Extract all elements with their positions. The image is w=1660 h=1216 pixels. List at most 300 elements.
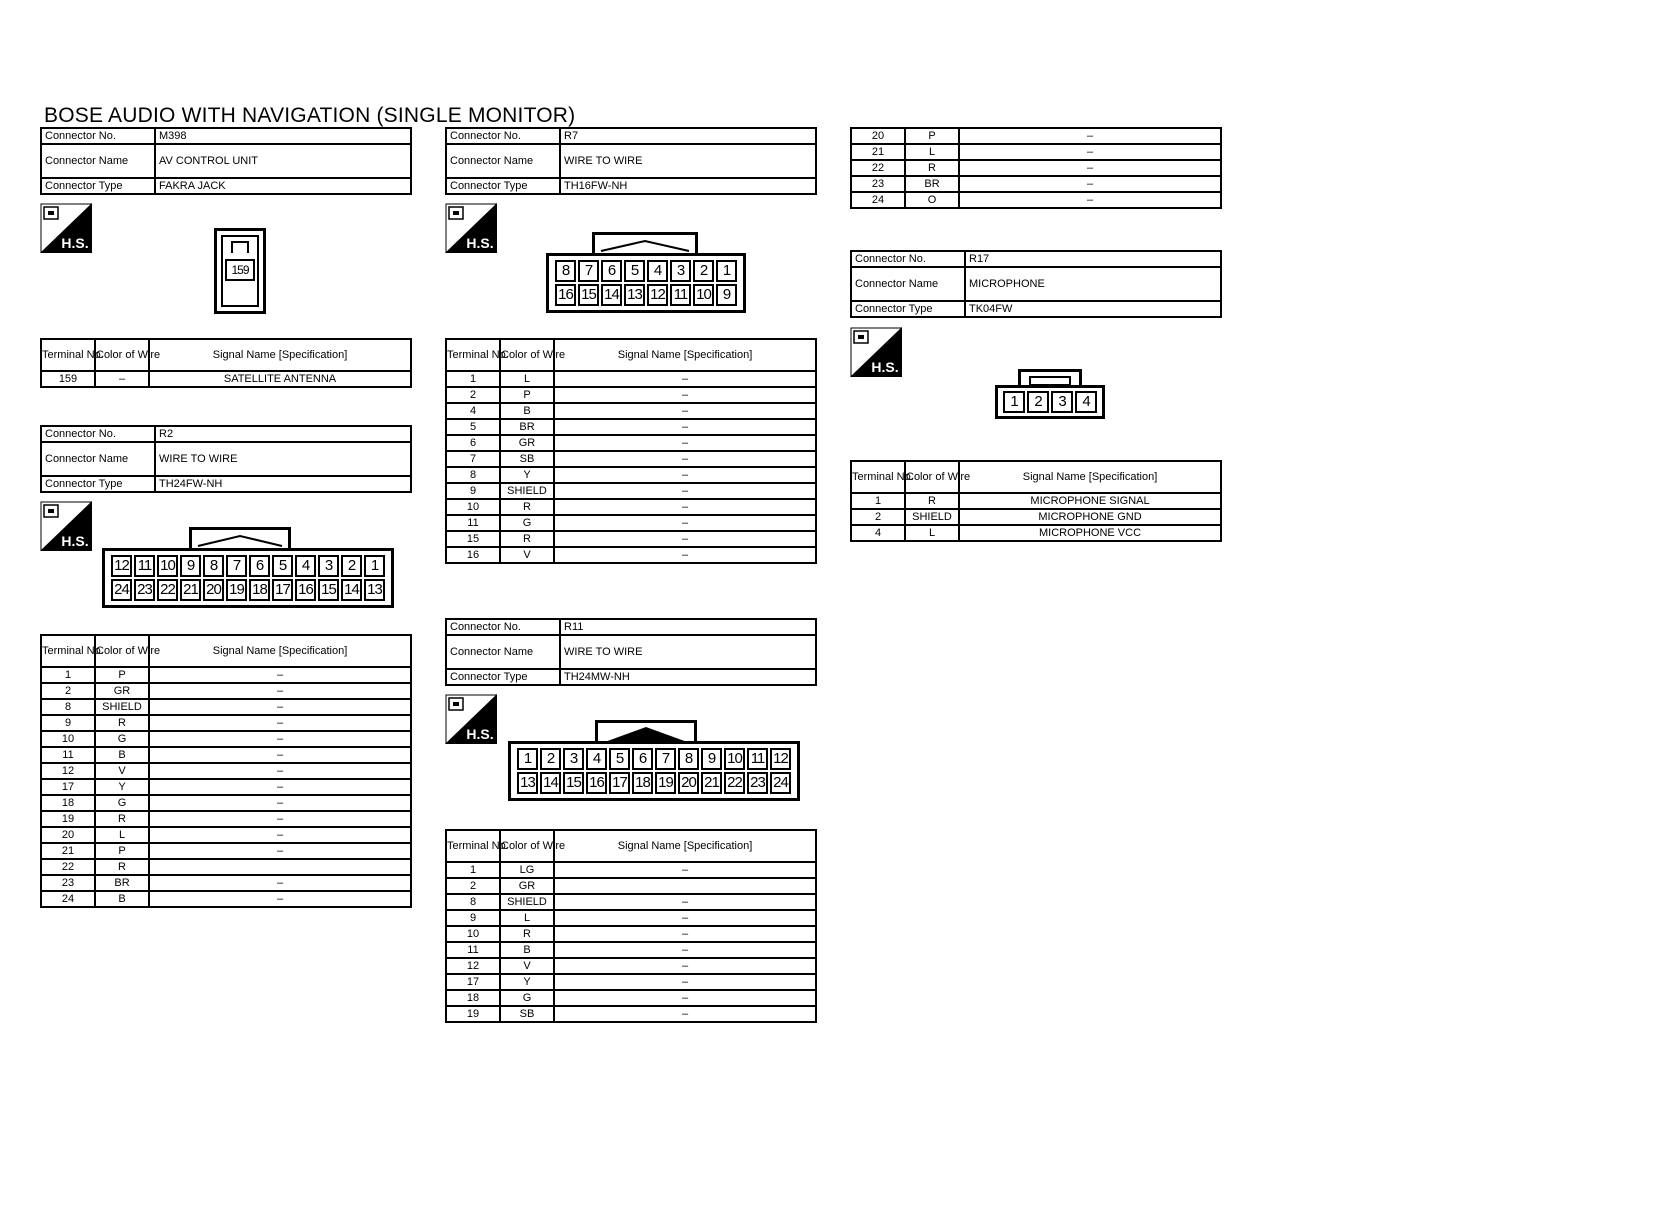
connector-no-label: Connector No. — [446, 619, 560, 635]
connector-type-label: Connector Type — [41, 476, 155, 492]
connector-r2-info — [40, 425, 412, 493]
connector-name-value: WIRE TO WIRE — [560, 635, 816, 669]
signal-name-cell: – — [554, 958, 816, 974]
wire-color-cell: R — [95, 859, 149, 875]
terminal-no-cell: 18 — [446, 990, 500, 1006]
connector-type-value: TH16FW-NH — [560, 178, 816, 194]
connector-pin: 19 — [226, 579, 247, 601]
connector-pin: 16 — [555, 284, 576, 306]
signal-name-cell: – — [554, 403, 816, 419]
terminal-no-cell: 22 — [41, 859, 95, 875]
terminal-no-cell: 23 — [41, 875, 95, 891]
connector-pin: 8 — [678, 748, 699, 770]
table-row — [41, 859, 411, 875]
terminal-no-cell: 159 — [41, 371, 95, 387]
connector-pin: 23 — [747, 772, 768, 794]
table-row — [446, 483, 816, 499]
connector-r11-diagram — [508, 741, 800, 801]
connector-pin: 9 — [716, 284, 737, 306]
connector-no-value: R2 — [155, 426, 411, 442]
table-row — [446, 419, 816, 435]
connector-pin: 15 — [578, 284, 599, 306]
terminal-no-cell: 6 — [446, 435, 500, 451]
connector-pin: 15 — [318, 579, 339, 601]
table-row — [446, 910, 816, 926]
terminal-no-cell: 18 — [41, 795, 95, 811]
table-row — [851, 525, 1221, 541]
table-row — [41, 827, 411, 843]
signal-name-cell: – — [959, 176, 1221, 192]
wire-color-cell: V — [500, 958, 554, 974]
connector-latch — [189, 527, 291, 550]
signal-name-cell: – — [554, 1006, 816, 1022]
table-row — [41, 875, 411, 891]
terminal-no-cell: 5 — [446, 419, 500, 435]
terminal-no-cell: 20 — [851, 128, 905, 144]
wire-color-cell: V — [500, 547, 554, 563]
table-row — [446, 974, 816, 990]
wire-color-cell: GR — [95, 683, 149, 699]
signal-name-cell: – — [149, 827, 411, 843]
connector-pin: 7 — [226, 555, 247, 577]
signal-name-cell: – — [554, 467, 816, 483]
terminal-no-cell: 15 — [446, 531, 500, 547]
terminal-table-r11-continued — [850, 127, 1222, 209]
connector-pin: 11 — [747, 748, 768, 770]
terminal-no-cell: 10 — [41, 731, 95, 747]
signal-name-header: Signal Name [Specification] — [149, 339, 411, 371]
terminal-no-cell: 7 — [446, 451, 500, 467]
connector-r7-diagram — [546, 253, 746, 313]
signal-name-cell: – — [149, 667, 411, 683]
table-row — [446, 942, 816, 958]
connector-name-label: Connector Name — [446, 635, 560, 669]
signal-name-cell: – — [149, 811, 411, 827]
terminal-table-r7 — [445, 338, 817, 564]
connector-pin: 4 — [647, 260, 668, 282]
connector-name-label: Connector Name — [41, 144, 155, 178]
table-row — [446, 926, 816, 942]
color-of-wire-header: Color of Wire — [95, 339, 149, 371]
table-row — [41, 891, 411, 907]
connector-name-label: Connector Name — [446, 144, 560, 178]
signal-name-cell: – — [149, 843, 411, 859]
color-of-wire-header: Color of Wire — [500, 339, 554, 371]
connector-type-value: TH24FW-NH — [155, 476, 411, 492]
table-row — [41, 811, 411, 827]
connector-r2-diagram — [102, 548, 394, 608]
connector-pin: 7 — [578, 260, 599, 282]
connector-pin: 2 — [540, 748, 561, 770]
table-row — [446, 990, 816, 1006]
connector-pin: 10 — [724, 748, 745, 770]
connector-pin: 22 — [157, 579, 178, 601]
connector-type-label: Connector Type — [851, 301, 965, 317]
wire-color-cell: R — [905, 160, 959, 176]
connector-pin: 3 — [563, 748, 584, 770]
connector-type-label: Connector Type — [446, 178, 560, 194]
signal-name-cell: – — [554, 515, 816, 531]
wire-color-cell: L — [905, 144, 959, 160]
table-row — [41, 843, 411, 859]
terminal-no-cell: 16 — [446, 547, 500, 563]
signal-name-header: Signal Name [Specification] — [554, 830, 816, 862]
terminal-no-cell: 20 — [41, 827, 95, 843]
connector-m398-info — [40, 127, 412, 195]
terminal-no-cell: 11 — [41, 747, 95, 763]
connector-pin: 24 — [111, 579, 132, 601]
signal-name-cell: – — [554, 942, 816, 958]
wire-color-cell: R — [500, 531, 554, 547]
table-row — [41, 667, 411, 683]
signal-name-header: Signal Name [Specification] — [554, 339, 816, 371]
terminal-no-cell: 11 — [446, 942, 500, 958]
wire-color-cell: L — [500, 910, 554, 926]
connector-pin: 3 — [318, 555, 339, 577]
signal-name-cell: – — [149, 699, 411, 715]
table-row — [851, 128, 1221, 144]
connector-pin: 17 — [272, 579, 293, 601]
table-row — [446, 547, 816, 563]
connector-pin: 6 — [249, 555, 270, 577]
wire-color-cell: Y — [500, 974, 554, 990]
signal-name-cell: – — [959, 128, 1221, 144]
connector-pin: 4 — [1075, 391, 1097, 413]
terminal-no-cell: 22 — [851, 160, 905, 176]
table-row — [446, 531, 816, 547]
signal-name-cell: – — [554, 499, 816, 515]
connector-pin: 11 — [670, 284, 691, 306]
terminal-no-cell: 2 — [446, 387, 500, 403]
wire-color-cell: BR — [905, 176, 959, 192]
terminal-no-cell: 9 — [41, 715, 95, 731]
wire-color-cell: BR — [95, 875, 149, 891]
connector-name-label: Connector Name — [41, 442, 155, 476]
connector-pin: 3 — [1051, 391, 1073, 413]
wire-color-cell: B — [95, 747, 149, 763]
connector-name-value: WIRE TO WIRE — [560, 144, 816, 178]
signal-name-cell: – — [554, 926, 816, 942]
table-row — [446, 862, 816, 878]
connector-pin: 12 — [647, 284, 668, 306]
table-row — [41, 795, 411, 811]
wire-color-cell: LG — [500, 862, 554, 878]
connector-name-value: MICROPHONE — [965, 267, 1221, 301]
table-row — [41, 371, 411, 387]
table-row — [851, 493, 1221, 509]
connector-pin: 5 — [624, 260, 645, 282]
table-row — [446, 499, 816, 515]
connector-pin: 6 — [632, 748, 653, 770]
wire-color-cell: Y — [95, 779, 149, 795]
connector-pin: 1 — [716, 260, 737, 282]
connector-name-value: WIRE TO WIRE — [155, 442, 411, 476]
connector-pin: 1 — [364, 555, 385, 577]
wire-color-cell: R — [95, 811, 149, 827]
terminal-no-cell: 17 — [41, 779, 95, 795]
connector-no-label: Connector No. — [41, 128, 155, 144]
color-of-wire-header: Color of Wire — [905, 461, 959, 493]
wire-color-cell: Y — [500, 467, 554, 483]
table-row — [446, 403, 816, 419]
connector-pin: 13 — [624, 284, 645, 306]
signal-name-cell: – — [959, 144, 1221, 160]
table-row — [41, 747, 411, 763]
signal-name-cell: MICROPHONE VCC — [959, 525, 1221, 541]
signal-name-cell: – — [554, 547, 816, 563]
connector-pin: 14 — [540, 772, 561, 794]
connector-pin: 15 — [563, 772, 584, 794]
connector-pin: 13 — [364, 579, 385, 601]
connector-latch — [592, 232, 698, 255]
signal-name-header: Signal Name [Specification] — [149, 635, 411, 667]
signal-name-cell: – — [149, 795, 411, 811]
signal-name-cell: – — [959, 160, 1221, 176]
connector-pin: 10 — [693, 284, 714, 306]
connector-pin: 2 — [341, 555, 362, 577]
signal-name-cell: – — [959, 192, 1221, 208]
signal-name-cell: – — [554, 371, 816, 387]
wire-color-cell: G — [500, 990, 554, 1006]
table-row — [851, 192, 1221, 208]
connector-type-label: Connector Type — [41, 178, 155, 194]
signal-name-cell: – — [554, 419, 816, 435]
svg-text:H.S.: H.S. — [61, 235, 89, 251]
terminal-no-cell: 2 — [446, 878, 500, 894]
table-row — [851, 509, 1221, 525]
connector-pin: 16 — [295, 579, 316, 601]
connector-pin: 9 — [701, 748, 722, 770]
connector-pin: 12 — [770, 748, 791, 770]
connector-pin: 5 — [272, 555, 293, 577]
hs-icon — [850, 327, 902, 377]
wire-color-cell: SHIELD — [905, 509, 959, 525]
signal-name-cell: – — [554, 531, 816, 547]
terminal-no-cell: 4 — [851, 525, 905, 541]
terminal-no-header: Terminal No. — [446, 339, 500, 371]
wire-color-cell: P — [500, 387, 554, 403]
terminal-no-header: Terminal No. — [41, 339, 95, 371]
terminal-no-cell: 9 — [446, 483, 500, 499]
signal-name-cell: – — [554, 894, 816, 910]
connector-pin: 4 — [586, 748, 607, 770]
wire-color-cell: SB — [500, 451, 554, 467]
terminal-no-cell: 8 — [446, 467, 500, 483]
table-row — [41, 683, 411, 699]
connector-pin: 16 — [586, 772, 607, 794]
wire-color-cell: G — [500, 515, 554, 531]
terminal-no-cell: 12 — [41, 763, 95, 779]
terminal-no-cell: 21 — [851, 144, 905, 160]
svg-text:H.S.: H.S. — [871, 359, 899, 375]
connector-pin: 2 — [1027, 391, 1049, 413]
svg-text:H.S.: H.S. — [61, 533, 89, 549]
wire-color-cell: GR — [500, 878, 554, 894]
connector-pin: 9 — [180, 555, 201, 577]
connector-name-label: Connector Name — [851, 267, 965, 301]
terminal-no-cell: 10 — [446, 499, 500, 515]
connector-r17-info — [850, 250, 1222, 318]
signal-name-cell: – — [149, 763, 411, 779]
connector-r17-diagram — [995, 385, 1105, 419]
wire-color-cell: P — [95, 667, 149, 683]
svg-text:H.S.: H.S. — [466, 726, 494, 742]
fakra-connector-diagram — [214, 228, 266, 314]
wire-color-cell: R — [500, 499, 554, 515]
wire-color-cell: P — [905, 128, 959, 144]
connector-type-value: TH24MW-NH — [560, 669, 816, 685]
page-title: BOSE AUDIO WITH NAVIGATION (SINGLE MONITOR) — [44, 104, 576, 127]
table-row — [446, 371, 816, 387]
wire-color-cell: B — [500, 403, 554, 419]
connector-pin: 20 — [678, 772, 699, 794]
connector-pin: 6 — [601, 260, 622, 282]
connector-pin: 14 — [341, 579, 362, 601]
wire-color-cell: BR — [500, 419, 554, 435]
connector-pin: 2 — [693, 260, 714, 282]
table-row — [446, 435, 816, 451]
signal-name-cell: – — [149, 891, 411, 907]
hs-icon — [445, 203, 497, 253]
wire-color-cell: SB — [500, 1006, 554, 1022]
connector-pin: 8 — [203, 555, 224, 577]
connector-pin: 5 — [609, 748, 630, 770]
terminal-no-cell: 19 — [446, 1006, 500, 1022]
connector-pin: 11 — [134, 555, 155, 577]
signal-name-cell: – — [149, 731, 411, 747]
connector-no-value: R7 — [560, 128, 816, 144]
signal-name-cell: – — [149, 747, 411, 763]
connector-pin: 4 — [295, 555, 316, 577]
table-row — [446, 515, 816, 531]
terminal-no-header: Terminal No. — [446, 830, 500, 862]
color-of-wire-header: Color of Wire — [500, 830, 554, 862]
signal-name-cell: – — [149, 715, 411, 731]
table-row — [41, 699, 411, 715]
hs-icon — [40, 203, 92, 253]
table-row — [446, 467, 816, 483]
connector-pin: 10 — [157, 555, 178, 577]
connector-no-label: Connector No. — [851, 251, 965, 267]
table-row — [446, 894, 816, 910]
connector-pin: 24 — [770, 772, 791, 794]
signal-name-cell: – — [554, 435, 816, 451]
signal-name-cell: – — [149, 779, 411, 795]
connector-type-value: TK04FW — [965, 301, 1221, 317]
terminal-table-r11 — [445, 829, 817, 1023]
hs-icon — [445, 694, 497, 744]
wire-color-cell: P — [95, 843, 149, 859]
connector-pin: 22 — [724, 772, 745, 794]
connector-r7-info — [445, 127, 817, 195]
table-row — [446, 878, 816, 894]
hs-icon — [40, 501, 92, 551]
terminal-table-m398 — [40, 338, 412, 388]
connector-pin: 3 — [670, 260, 691, 282]
connector-pin: 21 — [701, 772, 722, 794]
connector-pin: 13 — [517, 772, 538, 794]
table-row — [41, 731, 411, 747]
table-row — [446, 387, 816, 403]
signal-name-cell: – — [554, 862, 816, 878]
connector-pin: 8 — [555, 260, 576, 282]
connector-pin: 21 — [180, 579, 201, 601]
signal-name-cell: – — [554, 990, 816, 1006]
connector-pin: 7 — [655, 748, 676, 770]
terminal-no-cell: 21 — [41, 843, 95, 859]
connector-pin: 1 — [517, 748, 538, 770]
table-row — [446, 1006, 816, 1022]
wire-color-cell: R — [905, 493, 959, 509]
connector-no-label: Connector No. — [41, 426, 155, 442]
connector-pin: 23 — [134, 579, 155, 601]
wire-color-cell: SHIELD — [500, 483, 554, 499]
connector-pin: 17 — [609, 772, 630, 794]
connector-pin: 19 — [655, 772, 676, 794]
wire-color-cell: B — [95, 891, 149, 907]
connector-pin: 14 — [601, 284, 622, 306]
connector-r11-info — [445, 618, 817, 686]
wire-color-cell: L — [95, 827, 149, 843]
terminal-no-header: Terminal No. — [851, 461, 905, 493]
connector-name-value: AV CONTROL UNIT — [155, 144, 411, 178]
wire-color-cell: L — [500, 371, 554, 387]
terminal-no-cell: 1 — [446, 371, 500, 387]
wire-color-cell: GR — [500, 435, 554, 451]
wire-color-cell: G — [95, 795, 149, 811]
table-row — [446, 451, 816, 467]
terminal-no-header: Terminal No. — [41, 635, 95, 667]
terminal-no-cell: 19 — [41, 811, 95, 827]
terminal-no-cell: 10 — [446, 926, 500, 942]
wire-color-cell: B — [500, 942, 554, 958]
connector-pin: 12 — [111, 555, 132, 577]
signal-name-cell: – — [554, 451, 816, 467]
signal-name-cell: – — [149, 875, 411, 891]
connector-no-value: M398 — [155, 128, 411, 144]
terminal-no-cell: 2 — [851, 509, 905, 525]
table-row — [851, 176, 1221, 192]
terminal-no-cell: 1 — [851, 493, 905, 509]
color-of-wire-header: Color of Wire — [95, 635, 149, 667]
connector-no-value: R17 — [965, 251, 1221, 267]
terminal-no-cell: 23 — [851, 176, 905, 192]
connector-pin: 18 — [249, 579, 270, 601]
signal-name-cell: MICROPHONE SIGNAL — [959, 493, 1221, 509]
terminal-no-cell: 24 — [41, 891, 95, 907]
wire-color-cell: SHIELD — [500, 894, 554, 910]
signal-name-cell — [149, 859, 411, 875]
terminal-no-cell: 1 — [41, 667, 95, 683]
wire-color-cell: R — [500, 926, 554, 942]
terminal-table-r17 — [850, 460, 1222, 542]
connector-pin: 20 — [203, 579, 224, 601]
terminal-no-cell: 4 — [446, 403, 500, 419]
connector-no-label: Connector No. — [446, 128, 560, 144]
connector-pin: 18 — [632, 772, 653, 794]
terminal-no-cell: 12 — [446, 958, 500, 974]
table-row — [41, 715, 411, 731]
wire-color-cell: L — [905, 525, 959, 541]
table-row — [41, 779, 411, 795]
connector-type-value: FAKRA JACK — [155, 178, 411, 194]
signal-name-cell: – — [554, 387, 816, 403]
terminal-no-cell: 8 — [41, 699, 95, 715]
wire-color-cell: – — [95, 371, 149, 387]
table-row — [851, 144, 1221, 160]
terminal-table-r2 — [40, 634, 412, 908]
terminal-no-cell: 2 — [41, 683, 95, 699]
